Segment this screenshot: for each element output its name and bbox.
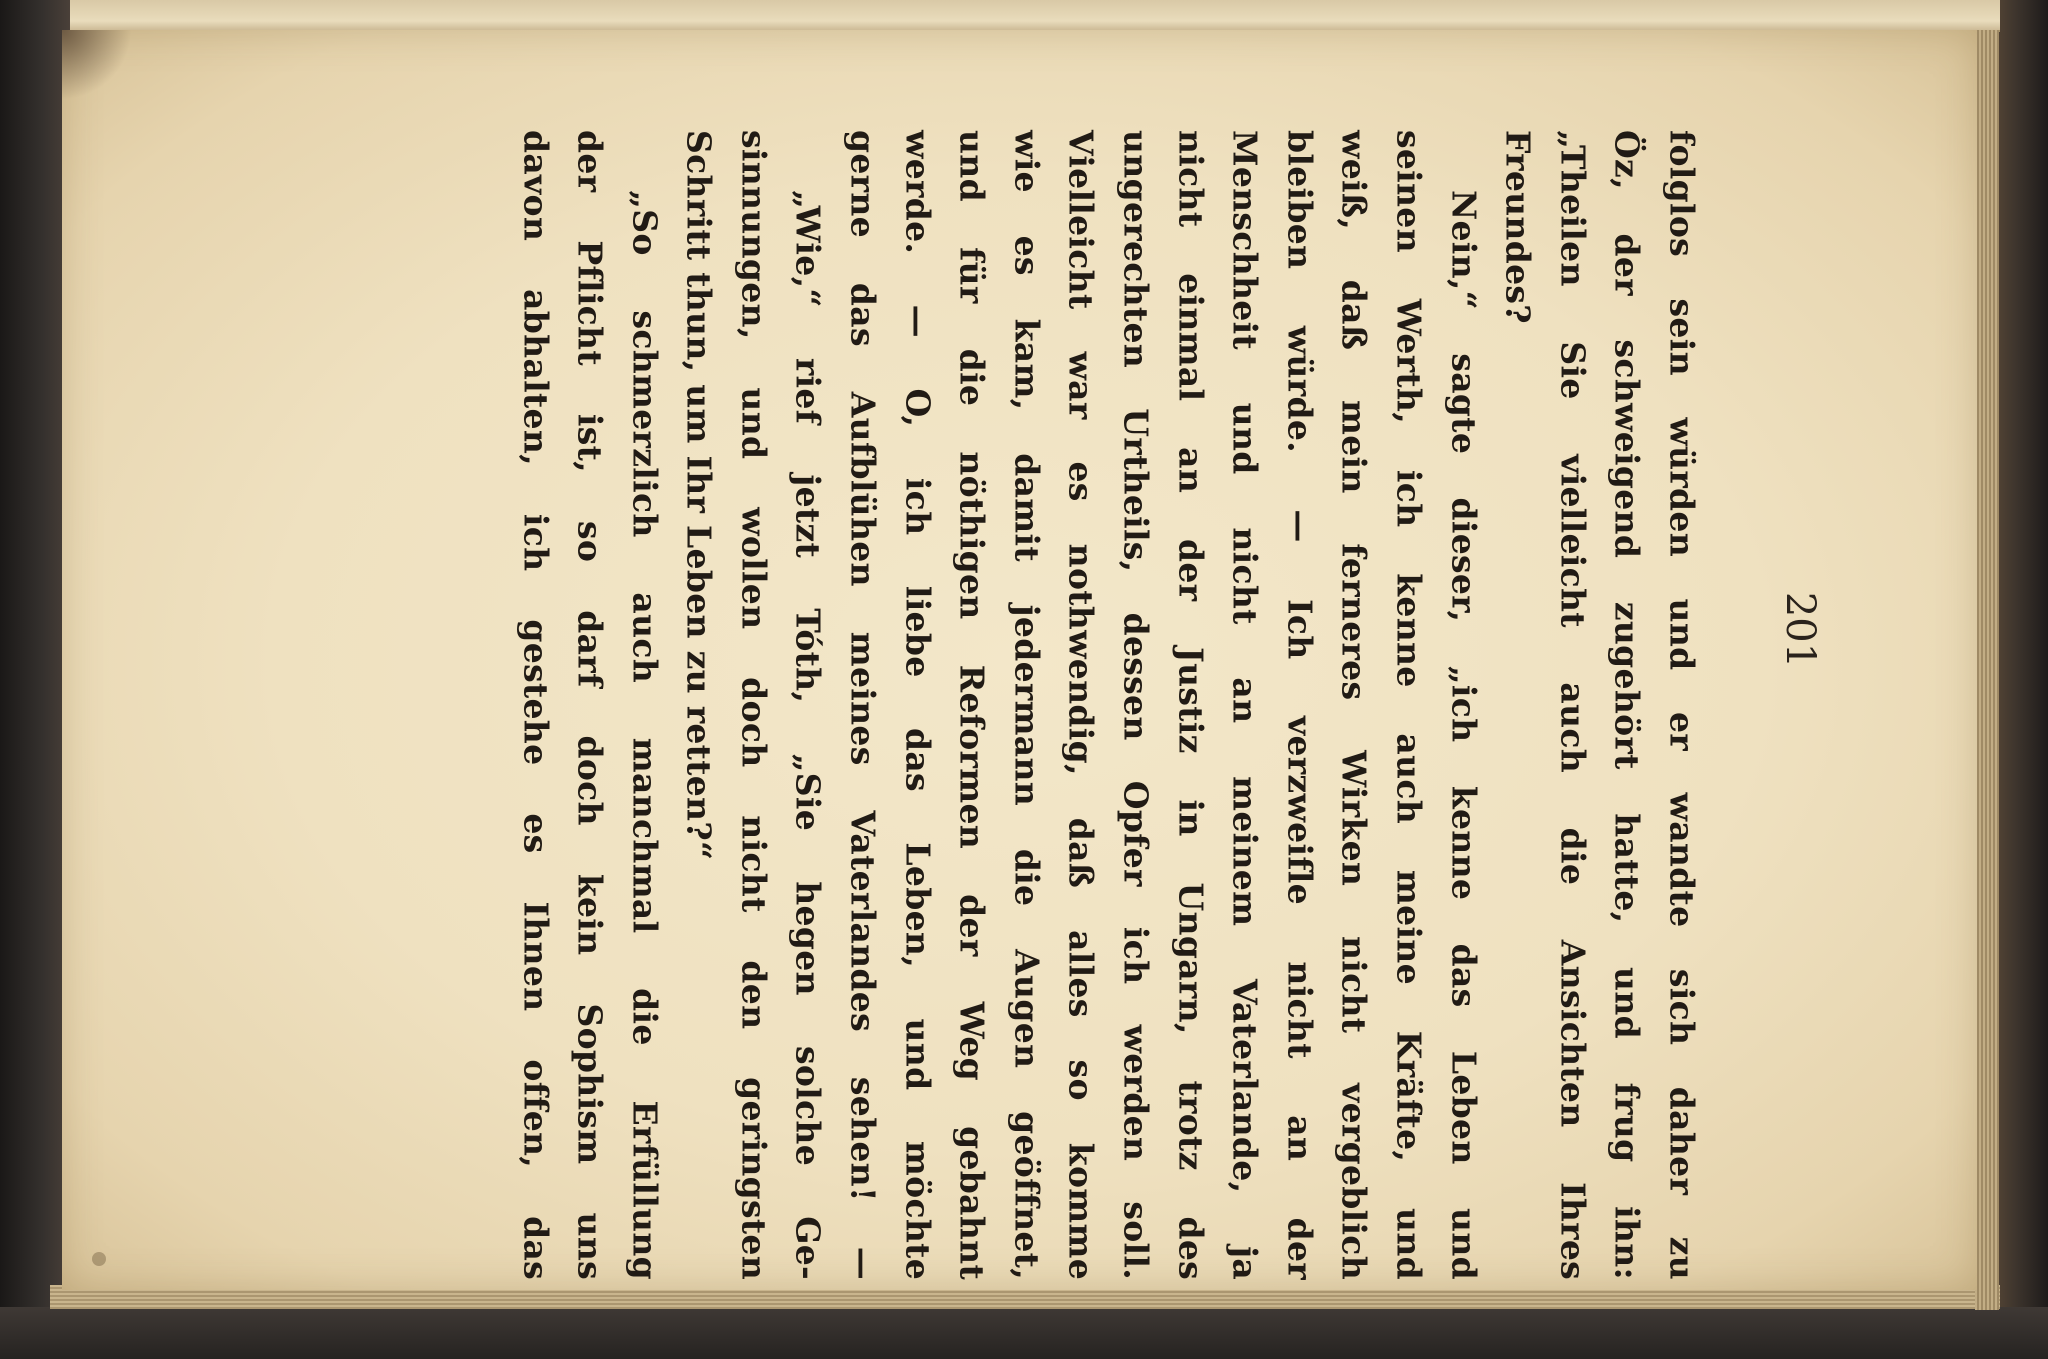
text-line: nicht einmal an der Justiz in Ungarn, trotz des	[1171, 130, 1211, 1280]
page-number: 201	[1777, 591, 1823, 669]
text-line: Freundes?	[1498, 130, 1538, 324]
text-line: ungerechten Urtheils, dessen Opfer ich werden soll.	[1116, 130, 1156, 1280]
book-cover-bottom	[0, 1307, 2048, 1359]
text-line: davon abhalten, ich gestehe es Ihnen offen, das	[516, 130, 556, 1280]
text-line: weiß, daß mein ferneres Wirken nicht vergeblich	[1334, 130, 1374, 1280]
text-line: „So schmerzlich auch manchmal die Erfüllung	[625, 190, 665, 1280]
text-line: und für die nöthigen Reformen der Weg gebahnt	[952, 130, 992, 1280]
text-line: folglos sein würden und er wandte sich daher zu	[1662, 130, 1702, 1280]
facing-page-edge	[70, 0, 2000, 32]
text-line: „Wie,“ rief jetzt Tóth, „Sie hegen solche Ge-	[789, 190, 829, 1280]
page-stack-edge-right	[1975, 30, 1999, 1310]
text-line: Vielleicht war es nothwendig, daß alles so komme	[1062, 130, 1101, 1280]
text-line: Öz, der schweigend zugehört hatte, und frug ihn:	[1607, 130, 1647, 1280]
text-line: Menschheit und nicht an meinem Vaterlande, ja	[1225, 130, 1265, 1280]
text-line: bleiben würde. — Ich verzweifle nicht an der	[1280, 130, 1320, 1280]
corner-wear	[62, 30, 132, 100]
text-line: Schritt thun, um Ihr Leben zu retten?“	[679, 130, 719, 861]
text-line: seinen Werth, ich kenne auch meine Kräfte, und	[1389, 130, 1429, 1280]
text-line: „Theilen Sie vielleicht auch die Ansichten Ihres	[1553, 130, 1593, 1280]
text-line: der Pflicht ist, so darf doch kein Sophism uns	[570, 130, 610, 1280]
book-cover-left	[0, 0, 70, 1359]
text-line: sinnungen, und wollen doch nicht den geringsten	[734, 130, 774, 1280]
text-line: gerne das Aufblühen meines Vaterlandes sehen! —	[843, 130, 883, 1280]
paper-stain	[92, 1252, 106, 1266]
body-text	[507, 130, 1708, 1280]
text-line: wie es kam, damit jedermann die Augen geöffnet,	[1007, 130, 1047, 1280]
text-line: werde. — O, ich liebe das Leben, und möchte	[898, 130, 938, 1280]
text-line: Nein,“ sagte dieser, „ich kenne das Leben und	[1444, 190, 1484, 1280]
